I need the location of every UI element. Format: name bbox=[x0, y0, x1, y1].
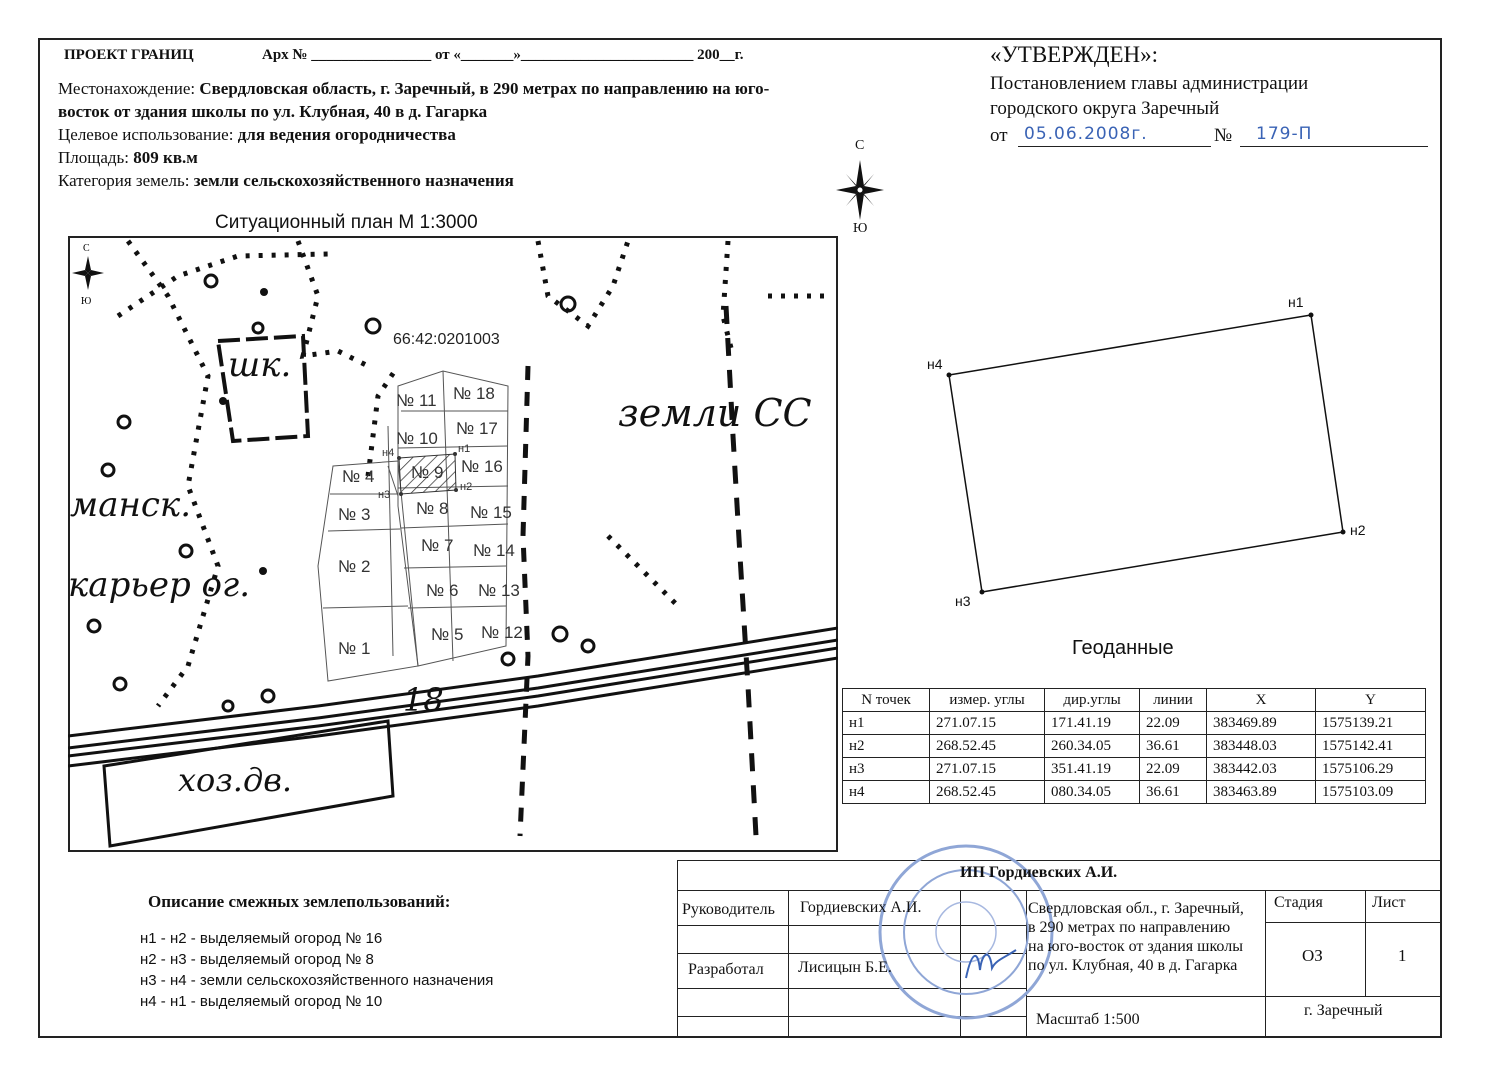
adjacent-item: н1 - н2 - выделяемый огород № 16 bbox=[140, 930, 383, 947]
archive-line: Арх № ________________ от «_______»_______________________ 200__г. bbox=[262, 47, 744, 63]
location-value: Свердловская область, г. Заречный, в 290 метрах по направлению на юго- bbox=[199, 79, 770, 98]
geodata-row bbox=[843, 712, 1426, 735]
svg-text:н2: н2 bbox=[460, 481, 473, 493]
compass-north-label: С bbox=[855, 138, 865, 153]
geodata-cell: 1575103.09 bbox=[1316, 781, 1426, 804]
geodata-cell: 22.09 bbox=[1140, 758, 1207, 781]
location-label: Местонахождение: bbox=[58, 79, 200, 98]
geodata-title: Геоданные bbox=[1072, 637, 1174, 659]
geodata-cell: 171.41.19 bbox=[1045, 712, 1140, 735]
geodata-cell: 268.52.45 bbox=[930, 781, 1045, 804]
approved-number: 179-П bbox=[1256, 124, 1313, 144]
adjacent-title: Описание смежных землепользований: bbox=[148, 892, 451, 911]
area-line bbox=[58, 146, 198, 169]
geodata-cell: 383448.03 bbox=[1207, 735, 1316, 758]
geodata-col-header: линии bbox=[1140, 689, 1207, 712]
plot-label: № 7 bbox=[421, 536, 454, 555]
geodata-header-row bbox=[843, 689, 1426, 712]
city-label: г. Заречный bbox=[1304, 1002, 1383, 1019]
category-value: земли сельскохозяйственного назначения bbox=[193, 171, 514, 190]
head-label: Руководитель bbox=[682, 901, 775, 918]
company-name: ИП Гордиевских А.И. bbox=[960, 864, 1118, 881]
signature-icon bbox=[962, 940, 1022, 985]
boundary-polygon bbox=[920, 290, 1380, 610]
stage-value: ОЗ bbox=[1302, 946, 1323, 965]
scale-label: Масштаб 1:500 bbox=[1036, 1011, 1140, 1028]
date-underline bbox=[1018, 146, 1211, 147]
geodata-cell: 268.52.45 bbox=[930, 735, 1045, 758]
compass-rose-icon bbox=[836, 160, 884, 220]
plot-label: № 9 bbox=[411, 463, 444, 482]
title-block-line bbox=[677, 890, 1442, 891]
svg-text:Ю: Ю bbox=[81, 296, 92, 307]
map-label-road: 18 bbox=[403, 681, 444, 719]
head-name: Гордиевских А.И. bbox=[800, 899, 922, 916]
plot-label: № 2 bbox=[338, 557, 371, 576]
location-line-1 bbox=[58, 77, 769, 100]
approved-line-2: городского округа Заречный bbox=[990, 98, 1220, 119]
geodata-row bbox=[843, 735, 1426, 758]
point-label-n3: н3 bbox=[955, 593, 971, 609]
geodata-cell: 080.34.05 bbox=[1045, 781, 1140, 804]
plot-label: № 15 bbox=[470, 503, 512, 522]
point-label-n2: н2 bbox=[1350, 522, 1366, 538]
plot-label: № 1 bbox=[338, 639, 371, 658]
svg-text:С: С bbox=[83, 243, 90, 254]
map-label-school: шк. bbox=[228, 345, 292, 385]
geodata-cell: 36.61 bbox=[1140, 781, 1207, 804]
title-block-line bbox=[1026, 996, 1442, 997]
geodata-cell: 1575106.29 bbox=[1316, 758, 1426, 781]
sheet-label: Лист bbox=[1372, 894, 1406, 911]
plot-label: № 13 bbox=[478, 581, 520, 600]
geodata-col-header: измер. углы bbox=[930, 689, 1045, 712]
point-label-n1: н1 bbox=[1288, 294, 1304, 310]
approved-from-label: от bbox=[990, 125, 1008, 146]
title-block-line bbox=[1265, 890, 1266, 1038]
geodata-table bbox=[842, 688, 1426, 804]
geodata-cell: 383469.89 bbox=[1207, 712, 1316, 735]
plot-label: № 14 bbox=[473, 541, 515, 560]
address-line: по ул. Клубная, 40 в д. Гагарка bbox=[1028, 957, 1238, 974]
area-label: Площадь: bbox=[58, 148, 134, 167]
approved-title: «УТВЕРЖДЕН»: bbox=[990, 42, 1159, 67]
plot-label: № 8 bbox=[416, 499, 449, 518]
approved-number-label: № bbox=[1214, 125, 1233, 146]
address-line: в 290 метрах по направлению bbox=[1028, 919, 1231, 936]
geodata-cell: 1575142.41 bbox=[1316, 735, 1426, 758]
plot-label: № 3 bbox=[338, 505, 371, 524]
project-label: ПРОЕКТ ГРАНИЦ bbox=[64, 47, 194, 63]
svg-text:н3: н3 bbox=[378, 489, 391, 501]
sheet-value: 1 bbox=[1398, 946, 1407, 965]
number-underline bbox=[1240, 146, 1428, 147]
plot-label: № 16 bbox=[461, 457, 503, 476]
geodata-row bbox=[843, 781, 1426, 804]
title-block-line bbox=[1265, 922, 1442, 923]
svg-text:н4: н4 bbox=[382, 447, 395, 459]
point-label-n4: н4 bbox=[927, 356, 943, 372]
cadastral-number: 66:42:0201003 bbox=[393, 331, 500, 348]
geodata-cell: 383463.89 bbox=[1207, 781, 1316, 804]
geodata-cell: 383442.03 bbox=[1207, 758, 1316, 781]
plot-label: № 4 bbox=[342, 467, 375, 486]
area-value: 809 кв.м bbox=[133, 148, 198, 167]
location-value-cont: восток от здания школы по ул. Клубная, 40 в д. Гагарка bbox=[58, 102, 488, 121]
title-block-line bbox=[1365, 890, 1366, 996]
geodata-cell: 36.61 bbox=[1140, 735, 1207, 758]
geodata-cell: 271.07.15 bbox=[930, 712, 1045, 735]
geodata-cell: 351.41.19 bbox=[1045, 758, 1140, 781]
geodata-cell: н1 bbox=[843, 712, 930, 735]
plot-label: № 18 bbox=[453, 384, 495, 403]
geodata-cell: н3 bbox=[843, 758, 930, 781]
svg-text:н1: н1 bbox=[458, 443, 471, 455]
geodata-cell: н2 bbox=[843, 735, 930, 758]
developer-name: Лисицын Б.Е. bbox=[798, 959, 892, 976]
developer-label: Разработал bbox=[688, 961, 764, 978]
situational-plan-title: Ситуационный план М 1:3000 bbox=[215, 212, 478, 233]
plot-label: № 17 bbox=[456, 419, 498, 438]
address-line: Свердловская обл., г. Заречный, bbox=[1028, 900, 1244, 917]
title-block-line bbox=[788, 890, 789, 1038]
purpose-line bbox=[58, 123, 456, 146]
geodata-cell: 1575139.21 bbox=[1316, 712, 1426, 735]
map-label-mansk: манск. bbox=[70, 485, 192, 525]
geodata-col-header: N точек bbox=[843, 689, 930, 712]
purpose-label: Целевое использование: bbox=[58, 125, 238, 144]
geodata-cell: 260.34.05 bbox=[1045, 735, 1140, 758]
stamp-address bbox=[1028, 899, 1244, 975]
stage-label: Стадия bbox=[1274, 894, 1323, 911]
approved-date: 05.06.2008г. bbox=[1024, 124, 1148, 144]
category-label: Категория земель: bbox=[58, 171, 194, 190]
geodata-cell: н4 bbox=[843, 781, 930, 804]
geodata-col-header: дир.углы bbox=[1045, 689, 1140, 712]
plot-label: № 12 bbox=[481, 623, 523, 642]
plot-label: № 10 bbox=[396, 429, 438, 448]
map-label-household: хоз.дв. bbox=[178, 761, 293, 799]
category-line bbox=[58, 169, 514, 192]
plot-label: № 5 bbox=[431, 625, 464, 644]
adjacent-item: н3 - н4 - земли сельскохозяйственного назначения bbox=[140, 972, 494, 989]
geodata-col-header: Y bbox=[1316, 689, 1426, 712]
geodata-cell: 271.07.15 bbox=[930, 758, 1045, 781]
geodata-row bbox=[843, 758, 1426, 781]
purpose-value: для ведения огородничества bbox=[237, 125, 456, 144]
geodata-cell: 22.09 bbox=[1140, 712, 1207, 735]
plot-label: № 6 bbox=[426, 581, 459, 600]
approved-line-1: Постановлением главы администрации bbox=[990, 73, 1309, 94]
adjacent-item: н2 - н3 - выделяемый огород № 8 bbox=[140, 951, 374, 968]
location-line-2 bbox=[58, 100, 487, 123]
compass-south-label: Ю bbox=[853, 221, 868, 236]
map-label-quarry: карьер ог. bbox=[68, 565, 251, 605]
plot-label: № 11 bbox=[396, 391, 437, 410]
adjacent-item: н4 - н1 - выделяемый огород № 10 bbox=[140, 993, 383, 1010]
map-label-lands: земли СС bbox=[618, 391, 812, 435]
situational-map bbox=[68, 236, 838, 852]
address-line: на юго-восток от здания школы bbox=[1028, 938, 1243, 955]
geodata-col-header: X bbox=[1207, 689, 1316, 712]
